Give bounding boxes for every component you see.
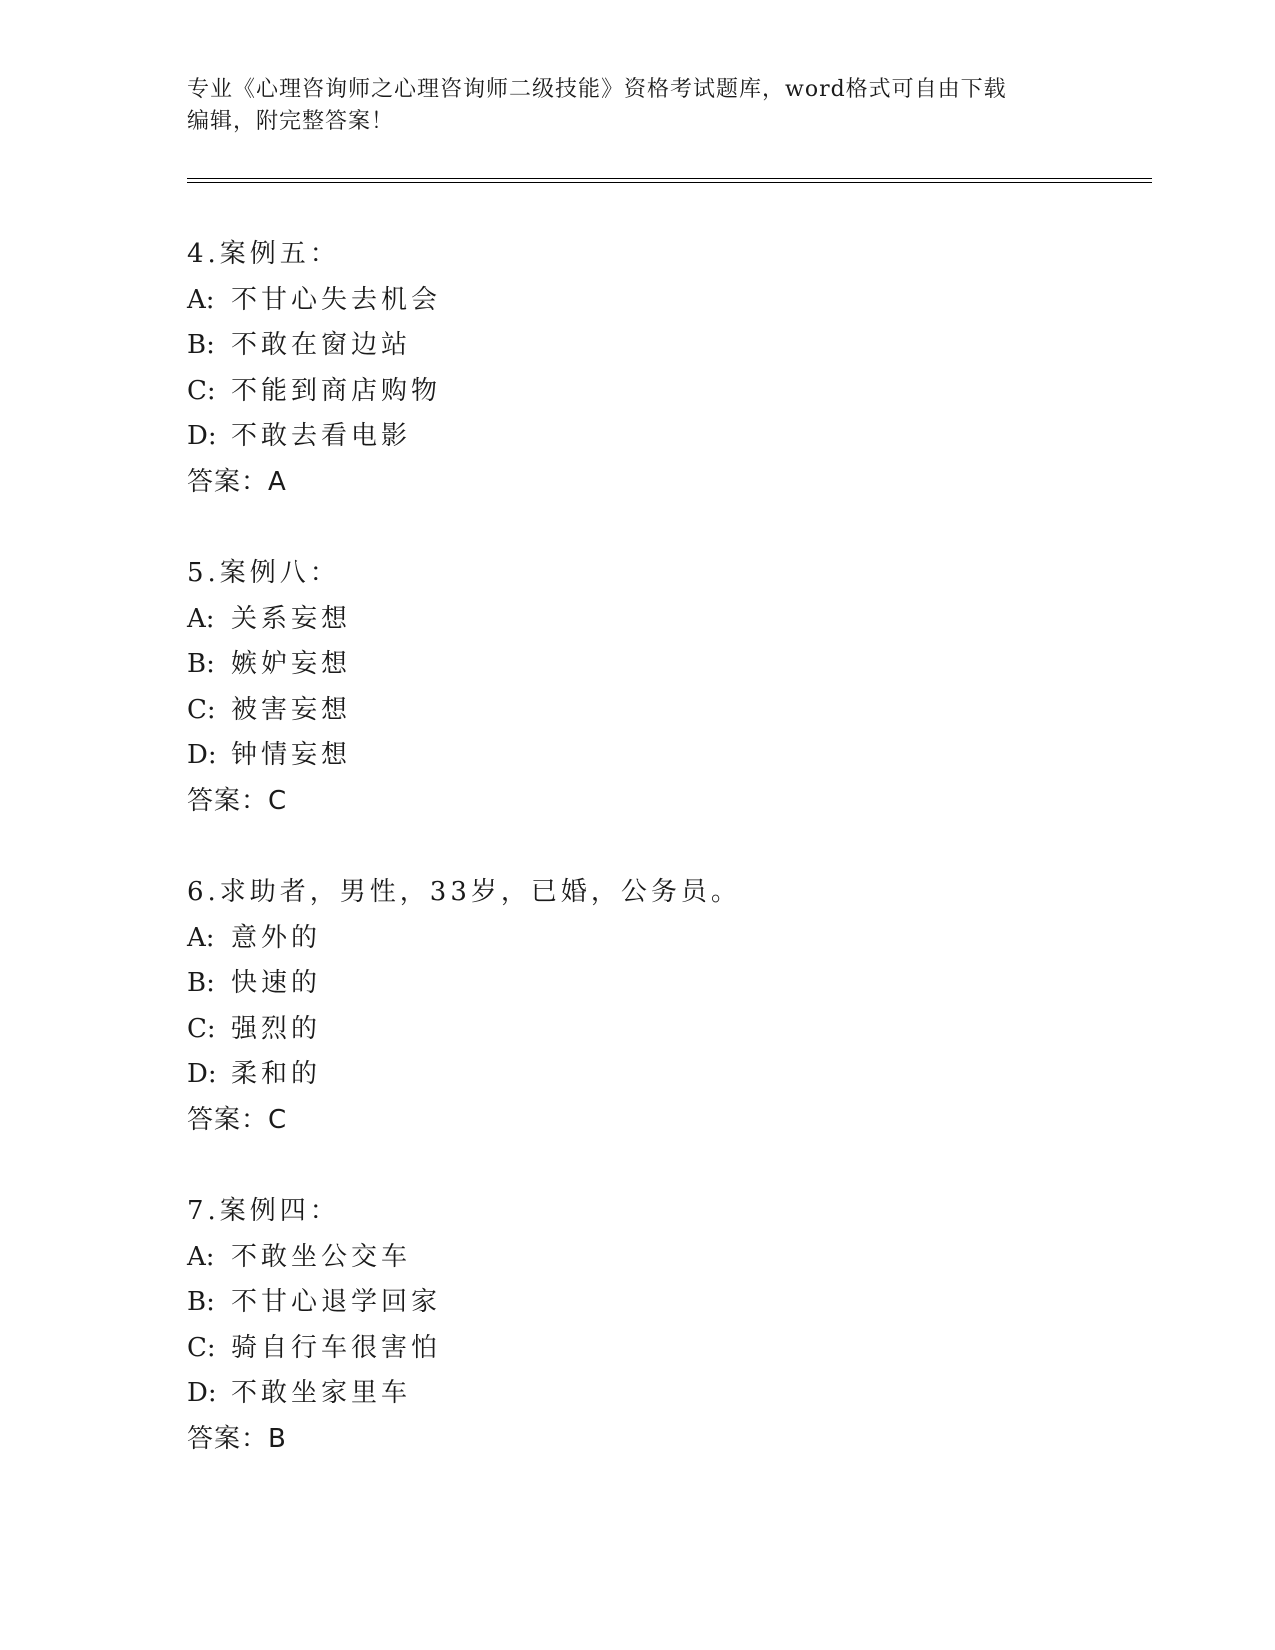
option-letter: A: (187, 603, 215, 634)
option-letter: D: (187, 421, 217, 451)
option-letter: B: (187, 649, 215, 679)
option-a (187, 597, 1137, 643)
option-text: 快速的 (231, 968, 322, 998)
option-text: 不甘心失去机会 (231, 284, 442, 315)
question-stem: 6.求助者，男性，33岁，已婚，公务员。 (187, 877, 741, 907)
option-a (187, 278, 1137, 324)
option-letter: A: (187, 922, 215, 953)
option-letter: A: (187, 1241, 215, 1272)
option-c (187, 1326, 1137, 1372)
option-text: 强烈的 (231, 1013, 322, 1044)
answer-line: 答案：A (187, 466, 287, 497)
option-c (187, 1007, 1137, 1053)
option-text: 不敢坐公交车 (231, 1241, 412, 1272)
option-letter: C: (187, 1013, 216, 1044)
option-text: 钟情妄想 (231, 740, 352, 770)
option-b (187, 642, 1137, 688)
option-b (187, 961, 1137, 1007)
question-6 (187, 870, 1137, 1143)
option-c (187, 688, 1137, 734)
option-a (187, 916, 1137, 962)
option-text: 被害妄想 (231, 694, 352, 725)
question-4 (187, 232, 1137, 505)
option-letter: C: (187, 694, 216, 725)
option-letter: C: (187, 1332, 216, 1363)
answer-line: 答案：C (187, 1104, 288, 1135)
option-b (187, 1280, 1137, 1326)
option-letter: B: (187, 1287, 215, 1317)
option-letter: D: (187, 1059, 217, 1089)
option-letter: B: (187, 330, 215, 360)
option-text: 不能到商店购物 (231, 375, 442, 406)
option-text: 关系妄想 (231, 603, 352, 634)
option-b (187, 323, 1137, 369)
option-text: 骑自行车很害怕 (231, 1332, 442, 1363)
option-a (187, 1235, 1137, 1281)
answer-line: 答案：B (187, 1423, 287, 1454)
option-text: 不甘心退学回家 (231, 1287, 442, 1317)
option-letter: C: (187, 375, 216, 406)
header-line-2: 编辑，附完整答案！ (187, 109, 395, 134)
option-c (187, 369, 1137, 415)
option-d (187, 1052, 1137, 1098)
header-line-1: 专业《心理咨询师之心理咨询师二级技能》资格考试题库，word格式可自由下载 (187, 77, 1007, 102)
option-letter: D: (187, 1378, 217, 1408)
header-divider-top (187, 178, 1152, 179)
option-d (187, 414, 1137, 460)
option-letter: D: (187, 740, 217, 770)
option-text: 柔和的 (231, 1059, 322, 1089)
option-text: 不敢坐家里车 (231, 1378, 412, 1408)
answer-line: 答案：C (187, 785, 288, 816)
question-5 (187, 551, 1137, 824)
option-d (187, 1371, 1137, 1417)
option-text: 嫉妒妄想 (231, 649, 352, 679)
option-text: 不敢去看电影 (231, 421, 412, 451)
option-letter: B: (187, 968, 215, 998)
question-stem: 7.案例四： (187, 1196, 340, 1226)
header-divider-bottom (187, 182, 1152, 183)
document-header (187, 74, 1087, 138)
option-d (187, 733, 1137, 779)
option-letter: A: (187, 284, 215, 315)
question-stem: 4.案例五： (187, 239, 340, 269)
option-text: 不敢在窗边站 (231, 330, 412, 360)
question-stem: 5.案例八： (187, 558, 340, 588)
option-text: 意外的 (231, 922, 322, 953)
question-7 (187, 1189, 1137, 1462)
